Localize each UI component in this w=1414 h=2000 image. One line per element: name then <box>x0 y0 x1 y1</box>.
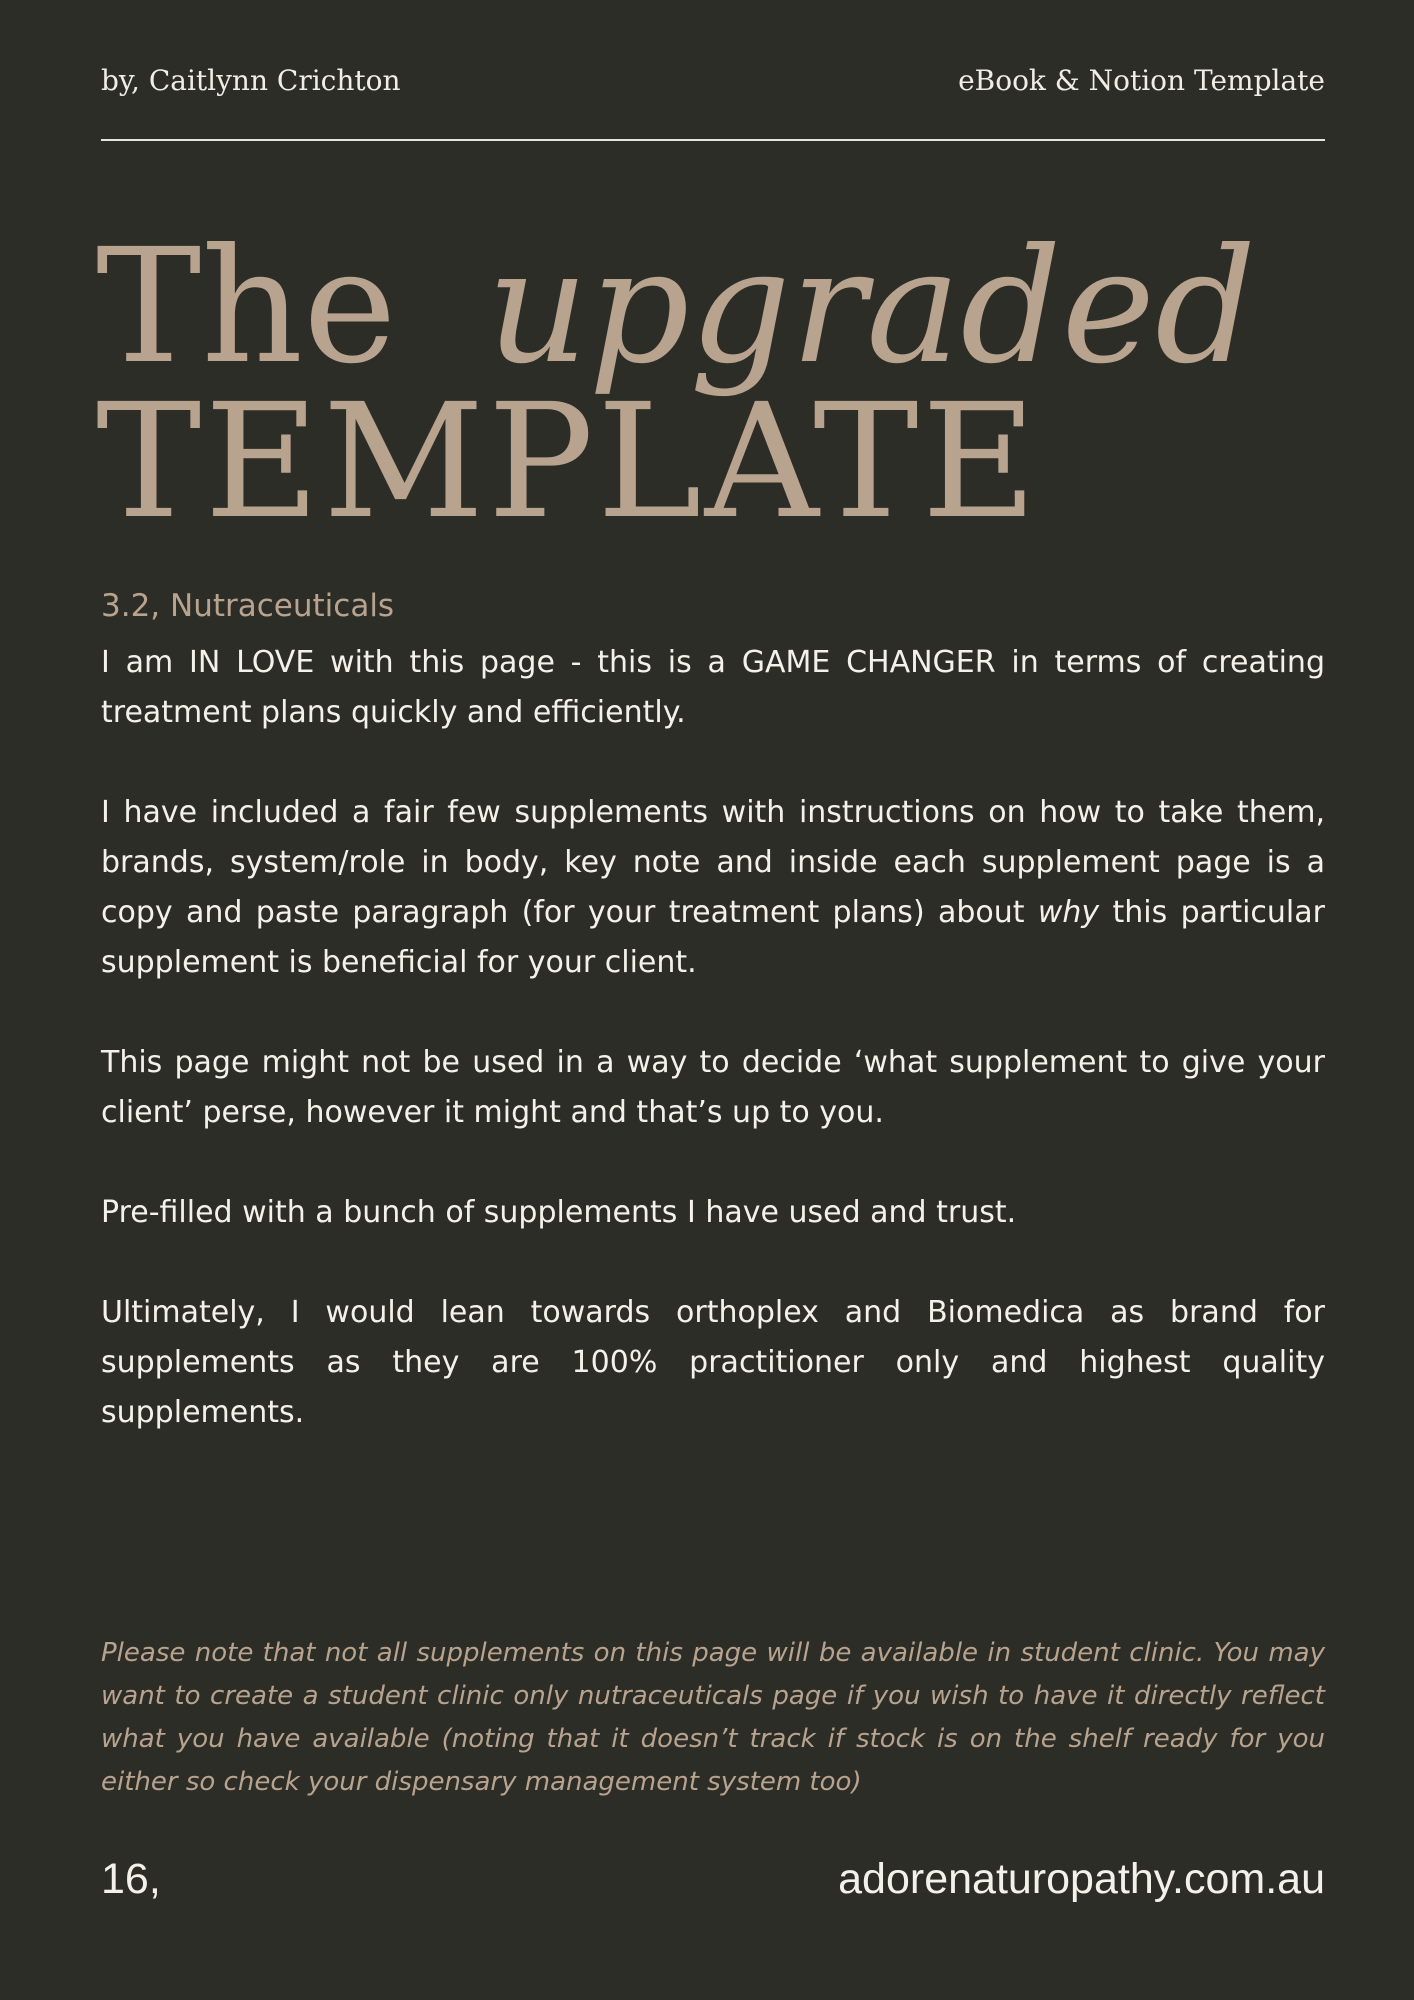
product-label: eBook & Notion Template <box>958 64 1325 97</box>
header-divider <box>101 139 1325 141</box>
body-paragraph-1: I am IN LOVE with this page - this is a GAME CHANGER in terms of creating treatment plans quickly and efficiently. <box>101 645 1325 730</box>
page-footer <box>101 1855 1325 1907</box>
page-number: 16, <box>101 1855 161 1903</box>
page-header <box>101 64 1325 104</box>
section-label: 3.2, Nutraceuticals <box>101 588 395 624</box>
body-paragraph-3: This page might not be used in a way to decide ‘what supplement to give your client’ perse, however it might and that’s up to you. <box>101 1045 1325 1130</box>
body-paragraph-2 <box>101 788 1325 988</box>
author-credit: by, Caitlynn Crichton <box>101 64 401 97</box>
body-paragraph-4: Pre-filled with a bunch of supplements I have used and trust. <box>101 1195 1017 1230</box>
body-text <box>101 638 1325 1488</box>
body-paragraph-2-part-2: this particular supplement is beneficial for your client. <box>101 895 1325 980</box>
website-url: adorenaturopathy.com.au <box>838 1855 1325 1903</box>
body-paragraph-5: Ultimately, I would lean towards orthoplex and Biomedica as brand for supplements as they are 100% practitioner only and highest quality supplements. <box>101 1295 1325 1430</box>
body-paragraph-2-emphasis: why <box>1037 895 1100 930</box>
page-title-line-2: TEMPLATE <box>96 370 1040 554</box>
page-title-line-1 <box>96 215 1257 399</box>
title-word-upgraded: upgraded <box>486 215 1257 399</box>
title-word-the: The <box>96 215 397 399</box>
body-paragraph-2-part-1: I have included a fair few supplements with instructions on how to take them, brands, system/role in body, key note and inside each supplement page is a copy and paste paragraph (for your treatment plans) about <box>101 795 1325 930</box>
student-clinic-note: Please note that not all supplements on this page will be available in student clinic. You may want to create a student clinic only nutraceuticals page if you wish to have it directly reflect what you have available (noting that it doesn’t track if stock is on the shelf ready for you either so check your dispensary management system too) <box>101 1638 1325 1797</box>
